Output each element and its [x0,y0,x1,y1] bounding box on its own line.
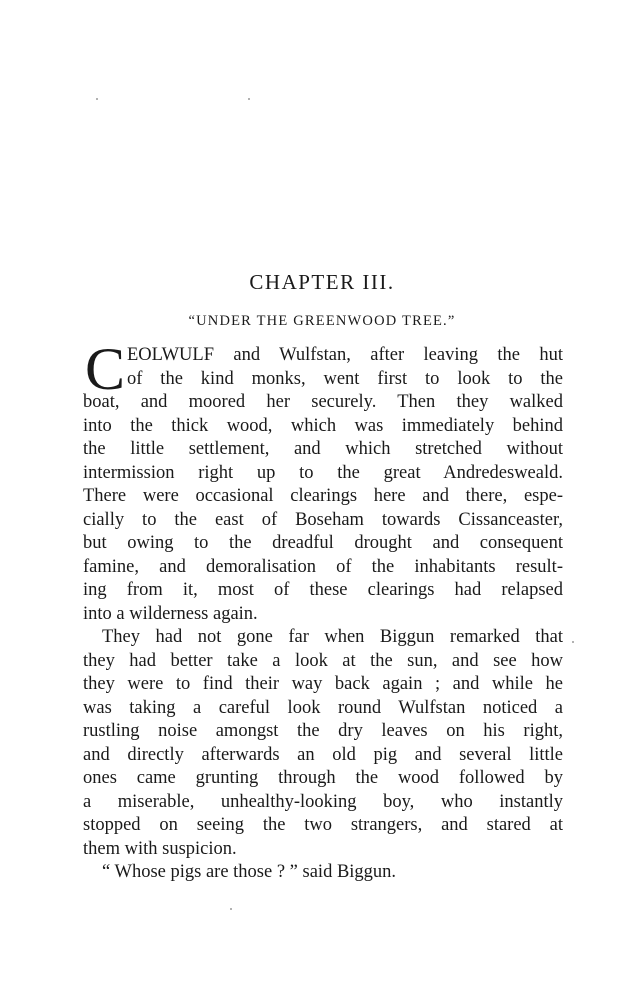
text-line: There were occasional clearings here and there, espe- [83,486,563,506]
text-line: cially to the east of Boseham towards Cissanceaster, [83,509,563,530]
text-line: They had not gone far when Biggun remarked that [102,627,563,647]
paper-speck [248,98,250,100]
text-line: boat, and moored her securely. Then they walked [83,392,563,412]
body-text [83,344,563,885]
text-line: them with suspicion. [83,838,237,859]
text-line: they were to find their way back again ; and while he [83,674,563,694]
chapter-title: CHAPTER III. [249,270,395,294]
text-line: was taking a careful look round Wulfstan noticed a [83,697,563,718]
paper-speck [230,908,232,910]
paper-speck [572,641,574,643]
text-line: a miserable, unhealthy-looking boy, who instantly [83,791,563,812]
text-line: of the kind monks, went first to look to the [127,368,563,389]
text-line: ing from it, most of these clearings had relapsed [83,580,563,600]
text-line: they had better take a look at the sun, and see how [83,650,563,671]
text-line: famine, and demoralisation of the inhabitants result- [83,556,563,577]
text-line: rustling noise amongst the dry leaves on his right, [83,721,563,741]
text-line: ones came grunting through the wood followed by [83,768,563,788]
text-line: and directly afterwards an old pig and several little [83,744,563,765]
text-line: “ Whose pigs are those ? ” said Biggun. [102,862,397,882]
text-line: but owing to the dreadful drought and consequent [83,533,563,553]
text-line: into a wilderness again. [83,603,258,624]
paper-speck [96,98,98,100]
chapter-subtitle: “UNDER THE GREENWOOD TREE.” [188,313,456,329]
text-line: the little settlement, and which stretched without [83,439,563,459]
text-line: EOLWULF and Wulfstan, after leaving the hut [127,345,563,365]
text-line: intermission right up to the great Andredesweald. [83,462,563,483]
drop-cap: C [85,336,126,402]
text-line: stopped on seeing the two strangers, and stared at [83,815,563,835]
text-line: into the thick wood, which was immediately behind [83,415,563,436]
